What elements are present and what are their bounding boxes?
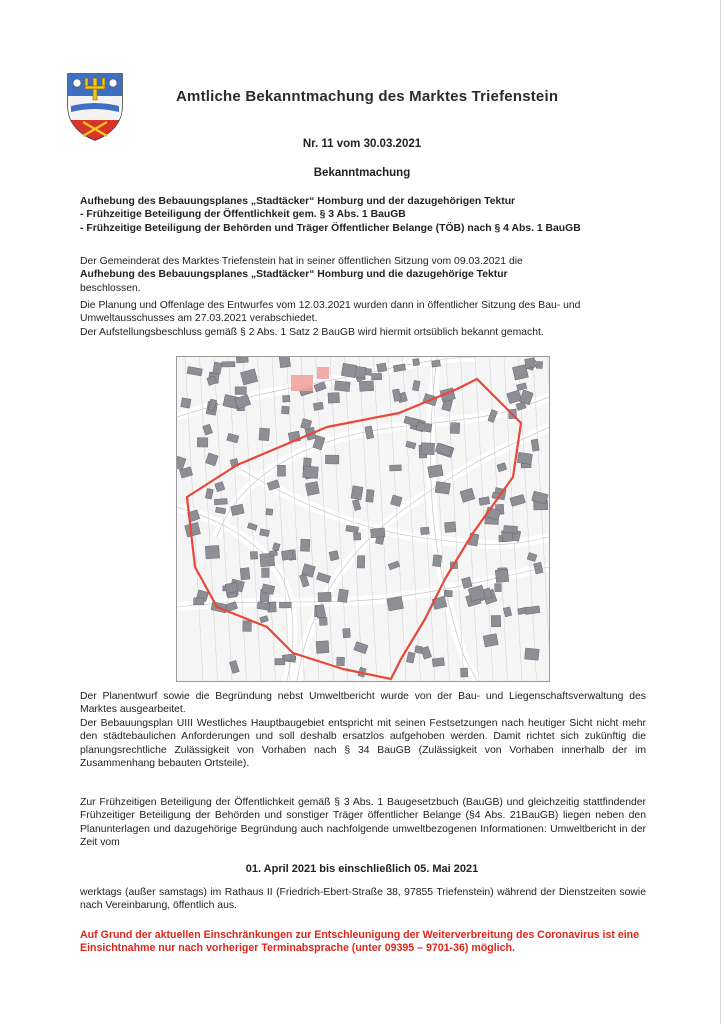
building: [197, 438, 208, 447]
building: [517, 452, 532, 464]
building: [497, 463, 507, 472]
building: [517, 383, 527, 391]
building: [359, 381, 373, 392]
planning-line-1: Die Planung und Offenlage des Entwurfes vom 12.03.2021 wurden dann in öffentlicher Sitzung des Bau- und Umweltausschusses am 27.03.2021 verabschiedet.: [80, 300, 581, 325]
building: [445, 522, 456, 533]
resolution-paragraph: [80, 255, 646, 295]
building: [247, 523, 257, 531]
building: [351, 486, 363, 500]
building: [205, 545, 219, 558]
building: [406, 652, 415, 663]
building: [203, 424, 213, 435]
building: [503, 607, 511, 617]
building: [525, 648, 540, 660]
building: [435, 443, 452, 456]
building: [370, 528, 385, 538]
building: [243, 621, 252, 632]
building: [325, 455, 339, 464]
building: [343, 628, 350, 637]
building: [391, 495, 403, 507]
building: [421, 646, 432, 659]
planning-paragraph: [80, 299, 646, 339]
building: [266, 509, 273, 516]
building: [300, 539, 310, 551]
page-title: Amtliche Bekanntmachung des Marktes Triefenstein: [176, 88, 559, 105]
building: [352, 499, 361, 510]
building: [181, 398, 191, 408]
announcement-number: Nr. 11 vom 30.03.2021: [302, 138, 422, 150]
building: [215, 482, 225, 492]
highlight-parcel: [291, 375, 313, 391]
draft-line-2: Der Bebauungsplan UIII Westliches Hauptbaugebiet entspricht mit seinen Festsetzungen nach heutiger Sicht nicht mehr den städtebaulichen Anforderungen und soll deshalb ersatzlos aufgehoben werden. Damit richtet sich zukünftig die planungsrechtliche Zulässigkeit von Vorhaben nach § 34 BauGB (Zulässigkeit von Vorhaben innerhalb der im Zusammenhang bebauten Ortsteile).: [80, 717, 646, 770]
building: [461, 668, 468, 677]
building: [460, 488, 475, 502]
building: [354, 533, 361, 540]
building: [483, 634, 498, 647]
resolution-end: beschlossen.: [80, 282, 141, 294]
building: [177, 456, 186, 470]
building: [390, 465, 402, 471]
building: [495, 584, 502, 592]
building: [185, 522, 201, 537]
building: [432, 360, 441, 367]
building: [450, 423, 460, 434]
subject-block: [80, 195, 646, 235]
building: [277, 465, 285, 476]
building: [504, 526, 518, 534]
draft-paragraph: [80, 690, 646, 770]
building: [536, 361, 543, 368]
building: [338, 589, 349, 603]
building: [335, 381, 351, 392]
building: [279, 602, 291, 608]
display-period: 01. April 2021 bis einschließlich 05. Mai 2021: [245, 863, 479, 875]
building: [354, 642, 368, 654]
building: [421, 527, 430, 535]
building: [240, 369, 257, 385]
street-4: [430, 357, 477, 681]
building: [283, 395, 291, 402]
building: [214, 498, 227, 504]
building: [206, 453, 219, 466]
planning-line-2: Der Aufstellungsbeschluss gemäß § 2 Abs. 1 Satz 2 BauGB wird hiermit ortsüblich bekannt gemacht.: [80, 326, 544, 338]
building: [510, 494, 526, 506]
building: [507, 390, 522, 404]
highlight-parcel: [317, 367, 329, 379]
building: [491, 615, 501, 627]
building: [240, 568, 250, 580]
building: [435, 482, 450, 495]
building: [250, 551, 257, 559]
building: [259, 428, 270, 441]
building: [316, 641, 329, 654]
building: [406, 441, 416, 449]
building: [525, 358, 536, 369]
building: [527, 553, 537, 562]
building: [319, 617, 327, 625]
corona-notice: Auf Grund der aktuellen Einschränkungen zur Entschleunigung der Weiterverbreitung des Coronavirus ist eine Einsichtnahme nur nach vorheriger Terminabsprache (unter 09395 – 9701-36) möglich.: [80, 929, 640, 955]
building: [328, 393, 340, 404]
building: [269, 550, 277, 557]
resolution-text: Der Gemeinderat des Marktes Triefenstein hat in seiner öffentlichen Sitzung vom 09.03.2021 die: [80, 256, 523, 267]
building: [341, 363, 357, 378]
building: [235, 387, 246, 395]
building: [260, 616, 269, 623]
draft-line-1: Der Planentwurf sowie die Begründung nebst Umweltbericht wurde von der Bau- und Liegenschaftsverwaltung des Marktes ausgearbeitet.: [80, 691, 646, 716]
building: [531, 439, 539, 451]
building: [313, 402, 323, 411]
building: [495, 569, 509, 583]
building: [357, 556, 365, 568]
building: [281, 550, 293, 560]
building: [433, 555, 442, 567]
parcel-line: [272, 357, 290, 681]
building: [275, 658, 285, 665]
building: [279, 357, 290, 368]
building: [366, 489, 374, 502]
building: [479, 497, 490, 506]
subject-line-3: - Frühzeitige Beteiligung der Behörden und Träger Öffentlicher Belange (TÖB) nach § 4 Abs. 1 BauGB: [80, 222, 581, 234]
coat-of-arms-icon: [66, 72, 124, 142]
building: [236, 357, 248, 363]
announcement-heading: Bekanntmachung: [313, 167, 411, 179]
building: [272, 543, 280, 551]
building: [316, 572, 330, 583]
building: [377, 363, 387, 373]
building: [388, 561, 400, 570]
building: [318, 592, 331, 601]
building: [432, 658, 444, 667]
building: [215, 507, 225, 514]
building: [337, 657, 345, 666]
location-paragraph: werktags (außer samstags) im Rathaus II (Friedrich-Ebert-Straße 38, 97855 Triefenstein) während der Dienstzeiten sowie nach Vereinbarung, öffentlich aus.: [80, 887, 646, 912]
building: [303, 466, 319, 479]
building: [444, 590, 452, 597]
building: [222, 362, 235, 367]
building: [392, 389, 401, 402]
building: [205, 488, 213, 499]
building: [229, 660, 239, 673]
building: [421, 443, 435, 455]
participation-paragraph: Zur Frühzeitigen Beteiligung der Öffentlichkeit gemäß § 3 Abs. 1 Baugesetzbuch (BauGB) und gleichzeitig stattfindender Frühzeitiger Beteiligung der Behörden und sonstiger Träger öffentlicher Belange (§4 Abs. 21BauGB) liegen neben den Planunterlagen und dazugehörige Begründung auch nachfolgende umweltbezogenen Informationen: Umweltbericht in der Zeit vom: [80, 797, 646, 849]
building: [260, 529, 270, 537]
building: [281, 406, 289, 414]
building: [262, 568, 269, 578]
building: [193, 598, 204, 605]
building: [372, 373, 382, 379]
building: [305, 481, 319, 495]
building: [213, 362, 222, 374]
building: [329, 551, 339, 561]
resolution-bold: Aufhebung des Bebauungsplanes „Stadtäcker“ Homburg und die dazugehörige Tektur: [80, 269, 508, 281]
subject-line-1: Aufhebung des Bebauungsplanes „Stadtäcker“ Homburg und der dazugehörigen Tektur: [80, 196, 516, 207]
parcel-line: [359, 357, 377, 681]
building: [428, 465, 444, 478]
building: [413, 359, 420, 366]
site-plan-map: [176, 356, 550, 682]
subject-line-2: - Frühzeitige Beteiligung der Öffentlichkeit gem. § 3 Abs. 1 BauGB: [80, 209, 406, 221]
parcel-line: [461, 357, 479, 681]
building: [227, 433, 239, 443]
building: [387, 596, 404, 611]
